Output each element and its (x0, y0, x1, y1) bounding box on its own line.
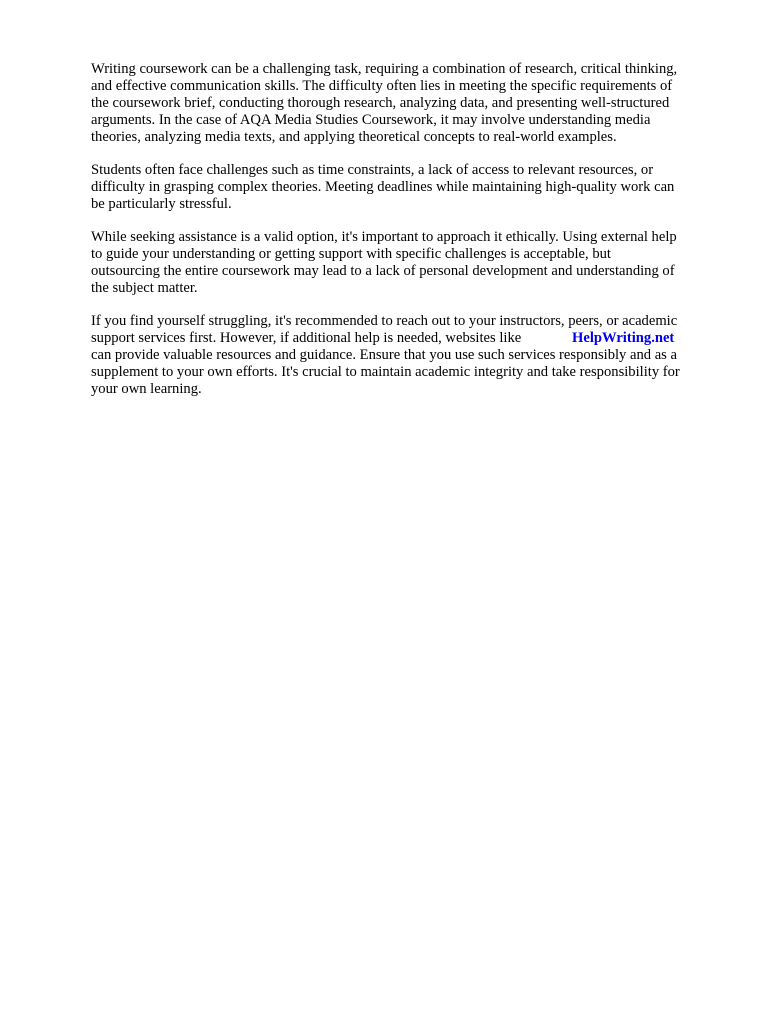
paragraph-4-line: If you find yourself struggling, it's recommended to reach out to your instructors, peers, or academic (91, 313, 678, 329)
paragraph-3-line: the subject matter. (91, 280, 198, 297)
paragraph-4 (91, 313, 731, 398)
paragraph-1-line: Writing coursework can be a challenging task, requiring a combination of research, critical thinking, (91, 61, 678, 77)
paragraph-2-line: difficulty in grasping complex theories. Meeting deadlines while maintaining high-quality work can (91, 179, 675, 196)
paragraph-1-line: arguments. In the case of AQA Media Studies Coursework, it may involve understanding media (91, 112, 651, 129)
paragraph-2-line: Students often face challenges such as time constraints, a lack of access to relevant resources, or (91, 162, 654, 178)
paragraph-4-line: your own learning. (91, 381, 202, 398)
paragraph-1-line: theories, analyzing media texts, and applying theoretical concepts to real-world examples. (91, 129, 617, 146)
paragraph-3-line: While seeking assistance is a valid option, it's important to approach it ethically. Using external help (91, 229, 677, 245)
paragraph-1-line: and effective communication skills. The difficulty often lies in meeting the specific requirements of (91, 78, 673, 95)
paragraph-3-line: outsourcing the entire coursework may lead to a lack of personal development and understanding of (91, 263, 675, 280)
paragraph-2-line: be particularly stressful. (91, 196, 232, 213)
paragraph-4-line: can provide valuable resources and guidance. Ensure that you use such services responsibly and as a (91, 347, 677, 364)
paragraph-1 (91, 61, 731, 146)
paragraph-1-line: the coursework brief, conducting thorough research, analyzing data, and presenting well-structured (91, 95, 670, 112)
paragraph-2 (91, 162, 731, 213)
paragraph-3 (91, 229, 731, 297)
paragraph-4-line: supplement to your own efforts. It's crucial to maintain academic integrity and take responsibility for (91, 364, 680, 381)
helpwriting-link[interactable]: HelpWriting.net (572, 330, 675, 347)
paragraph-3-line: to guide your understanding or getting support with specific challenges is acceptable, but (91, 246, 611, 263)
paragraph-4-line-text: support services first. However, if additional help is needed, websites like (91, 330, 522, 347)
paragraph-4-line-with-link (91, 330, 731, 347)
